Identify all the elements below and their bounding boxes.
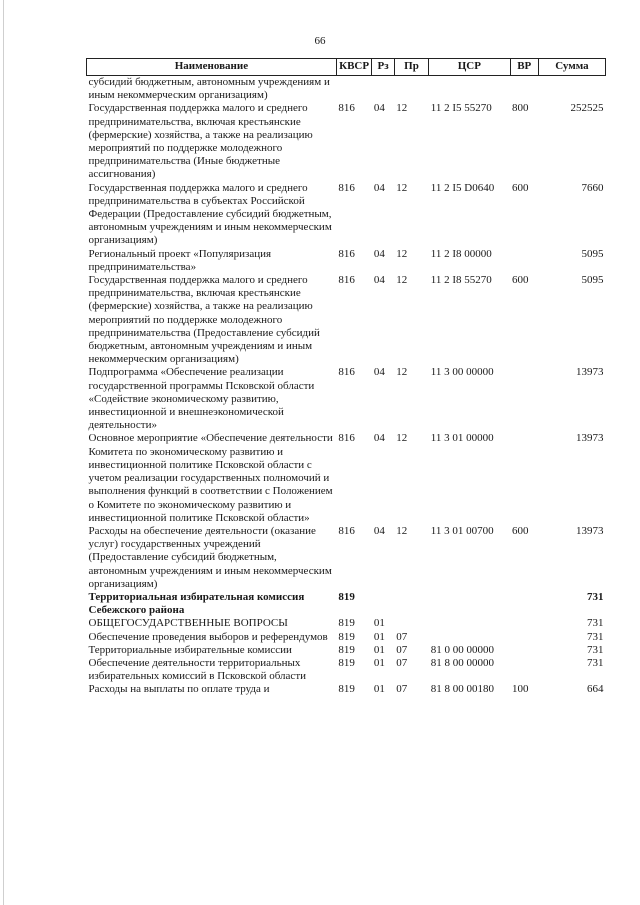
cell-csr: 81 0 00 00000 bbox=[430, 643, 494, 656]
cell-rz: 01 bbox=[373, 656, 385, 669]
cell-vr: 600 bbox=[512, 181, 529, 194]
header-vr: ВР bbox=[510, 59, 538, 76]
cell-vr: 600 bbox=[512, 524, 529, 537]
budget-table bbox=[86, 58, 606, 697]
cell-csr: 11 3 01 00700 bbox=[430, 524, 494, 537]
cell-sum: 731 bbox=[587, 656, 604, 669]
cell-kvsr: 816 bbox=[338, 366, 355, 379]
cell-sum: 5095 bbox=[581, 247, 604, 260]
cell-csr: 11 2 I8 00000 bbox=[430, 247, 492, 260]
cell-csr bbox=[429, 76, 510, 103]
header-csr: ЦСР bbox=[429, 59, 510, 76]
cell-rz: 01 bbox=[373, 617, 385, 630]
table-row bbox=[87, 102, 606, 181]
cell-name: Подпрограмма «Обеспечение реализации государственной программы Псковской области «Содействие экономическому развитию, инвестиционной и внешнеэкономической деятельности» bbox=[88, 366, 315, 432]
cell-vr: 100 bbox=[512, 683, 529, 696]
table-row bbox=[87, 76, 606, 103]
cell-pr: 12 bbox=[396, 366, 408, 379]
cell-name: Государственная поддержка малого и среднего предпринимательства, включая крестьянские (фермерские) хозяйства, а также на реализацию мероприятий по поддержке молодежного предпринимательства (Предоставление субсидий бюджетным, автономным учреждениям и иным некоммерческим организациям) bbox=[88, 274, 320, 366]
header-rz: Рз bbox=[372, 59, 394, 76]
cell-rz: 04 bbox=[373, 274, 385, 287]
table-row bbox=[87, 683, 606, 696]
table-row bbox=[87, 591, 606, 617]
cell-pr: 12 bbox=[396, 524, 408, 537]
cell-kvsr: 819 bbox=[338, 656, 355, 669]
cell-vr bbox=[510, 366, 538, 432]
cell-kvsr: 816 bbox=[338, 247, 355, 260]
cell-kvsr bbox=[336, 76, 372, 103]
cell-rz: 04 bbox=[373, 366, 385, 379]
cell-name: Территориальная избирательная комиссия Себежского района bbox=[88, 590, 305, 617]
cell-sum: 7660 bbox=[581, 181, 604, 194]
cell-rz bbox=[372, 591, 394, 617]
cell-pr: 12 bbox=[396, 274, 408, 287]
cell-rz: 04 bbox=[373, 181, 385, 194]
cell-name: Государственная поддержка малого и среднего предпринимательства, включая крестьянские (фермерские) хозяйства, а также на реализацию мероприятий по поддержке молодежного предпринимательства (Иные бюджетные ассигнования) bbox=[88, 102, 313, 181]
cell-csr: 11 2 I5 D0640 bbox=[430, 181, 495, 194]
cell-pr bbox=[394, 76, 429, 103]
cell-rz: 04 bbox=[373, 432, 385, 445]
cell-kvsr: 816 bbox=[338, 102, 355, 115]
cell-csr: 81 8 00 00180 bbox=[430, 683, 494, 696]
cell-sum: 664 bbox=[587, 683, 604, 696]
cell-name: Обеспечение проведения выборов и референдумов bbox=[88, 630, 328, 643]
cell-kvsr: 816 bbox=[338, 274, 355, 287]
cell-name: Расходы на обеспечение деятельности (оказание услуг) государственных учреждений (Предоставление субсидий бюджетным, автономным учреждениям и иным некоммерческим организациям) bbox=[88, 524, 332, 590]
table-row bbox=[87, 274, 606, 366]
cell-pr: 07 bbox=[396, 630, 408, 643]
cell-rz bbox=[372, 76, 394, 103]
cell-sum: 731 bbox=[587, 590, 604, 603]
table-row bbox=[87, 525, 606, 591]
table-row bbox=[87, 644, 606, 657]
cell-sum bbox=[538, 76, 605, 103]
cell-pr bbox=[394, 617, 429, 630]
cell-sum: 5095 bbox=[581, 274, 604, 287]
table-row bbox=[87, 432, 606, 524]
cell-name: Государственная поддержка малого и среднего предпринимательства в субъектах Российской Федерации (Предоставление субсидий бюджетным, автономным учреждениям и иным некоммерческим организациям) bbox=[88, 181, 332, 247]
cell-name: Обеспечение деятельности территориальных избирательных комиссий в Псковской области bbox=[88, 656, 307, 683]
cell-vr bbox=[510, 644, 538, 657]
cell-kvsr: 819 bbox=[338, 683, 355, 696]
cell-kvsr: 819 bbox=[338, 630, 355, 643]
cell-rz: 01 bbox=[373, 630, 385, 643]
cell-pr: 07 bbox=[396, 656, 408, 669]
cell-kvsr: 816 bbox=[338, 181, 355, 194]
cell-name: Основное мероприятие «Обеспечение деятельности Комитета по экономическому развитию и инвестиционной политике Псковской области с учетом реализации государственных полномочий и выполнения функций в соответствии с Положением о Комитете по экономическому развитию и инвестиционной политике Псковской области» bbox=[88, 432, 333, 524]
cell-csr: 11 3 00 00000 bbox=[430, 366, 494, 379]
cell-vr bbox=[510, 617, 538, 630]
cell-name: ОБЩЕГОСУДАРСТВЕННЫЕ ВОПРОСЫ bbox=[88, 617, 288, 630]
cell-csr: 81 8 00 00000 bbox=[430, 656, 494, 669]
cell-vr bbox=[510, 248, 538, 274]
cell-sum: 731 bbox=[587, 643, 604, 656]
table-row bbox=[87, 182, 606, 248]
table-row bbox=[87, 617, 606, 630]
page-number: 66 bbox=[314, 35, 326, 47]
header-kvsr: КВСР bbox=[336, 59, 372, 76]
cell-pr bbox=[394, 591, 429, 617]
cell-rz: 04 bbox=[373, 102, 385, 115]
cell-sum: 13973 bbox=[576, 432, 604, 445]
cell-name: Расходы на выплаты по оплате труда и bbox=[88, 683, 270, 696]
cell-rz: 01 bbox=[373, 643, 385, 656]
cell-pr: 12 bbox=[396, 432, 408, 445]
table-row bbox=[87, 366, 606, 432]
cell-kvsr: 819 bbox=[338, 643, 355, 656]
cell-name: Региональный проект «Популяризация предпринимательства» bbox=[88, 247, 272, 273]
cell-vr bbox=[510, 76, 538, 103]
cell-csr: 11 2 I5 55270 bbox=[430, 102, 492, 115]
cell-kvsr: 816 bbox=[338, 524, 355, 537]
header-sum: Сумма bbox=[538, 59, 605, 76]
cell-csr bbox=[429, 631, 510, 644]
cell-vr: 800 bbox=[512, 102, 529, 115]
cell-name: субсидий бюджетным, автономным учреждениям и иным некоммерческим организациям) bbox=[88, 76, 330, 102]
cell-rz: 01 bbox=[373, 683, 385, 696]
cell-sum: 252525 bbox=[570, 102, 604, 115]
cell-rz: 04 bbox=[373, 247, 385, 260]
cell-vr bbox=[510, 631, 538, 644]
cell-kvsr: 819 bbox=[338, 617, 355, 630]
cell-pr: 12 bbox=[396, 247, 408, 260]
cell-pr: 07 bbox=[396, 683, 408, 696]
cell-sum: 731 bbox=[587, 617, 604, 630]
cell-sum: 731 bbox=[587, 630, 604, 643]
table-body bbox=[87, 76, 606, 697]
cell-sum: 13973 bbox=[576, 366, 604, 379]
cell-csr: 11 3 01 00000 bbox=[430, 432, 494, 445]
cell-kvsr: 816 bbox=[338, 432, 355, 445]
cell-pr: 07 bbox=[396, 643, 408, 656]
scan-edge-line bbox=[3, 0, 4, 905]
header-pr: Пр bbox=[394, 59, 429, 76]
cell-rz: 04 bbox=[373, 524, 385, 537]
cell-sum: 13973 bbox=[576, 524, 604, 537]
header-name: Наименование bbox=[87, 59, 337, 76]
table-row bbox=[87, 657, 606, 683]
table-row bbox=[87, 631, 606, 644]
cell-vr bbox=[510, 432, 538, 524]
table-header-row bbox=[87, 59, 606, 76]
cell-csr bbox=[429, 591, 510, 617]
cell-vr: 600 bbox=[512, 274, 529, 287]
cell-csr: 11 2 I8 55270 bbox=[430, 274, 492, 287]
cell-vr bbox=[510, 657, 538, 683]
cell-pr: 12 bbox=[396, 102, 408, 115]
cell-kvsr: 819 bbox=[338, 590, 355, 603]
cell-csr bbox=[429, 617, 510, 630]
cell-pr: 12 bbox=[396, 181, 408, 194]
table-row bbox=[87, 248, 606, 274]
cell-vr bbox=[510, 591, 538, 617]
cell-name: Территориальные избирательные комиссии bbox=[88, 643, 292, 656]
